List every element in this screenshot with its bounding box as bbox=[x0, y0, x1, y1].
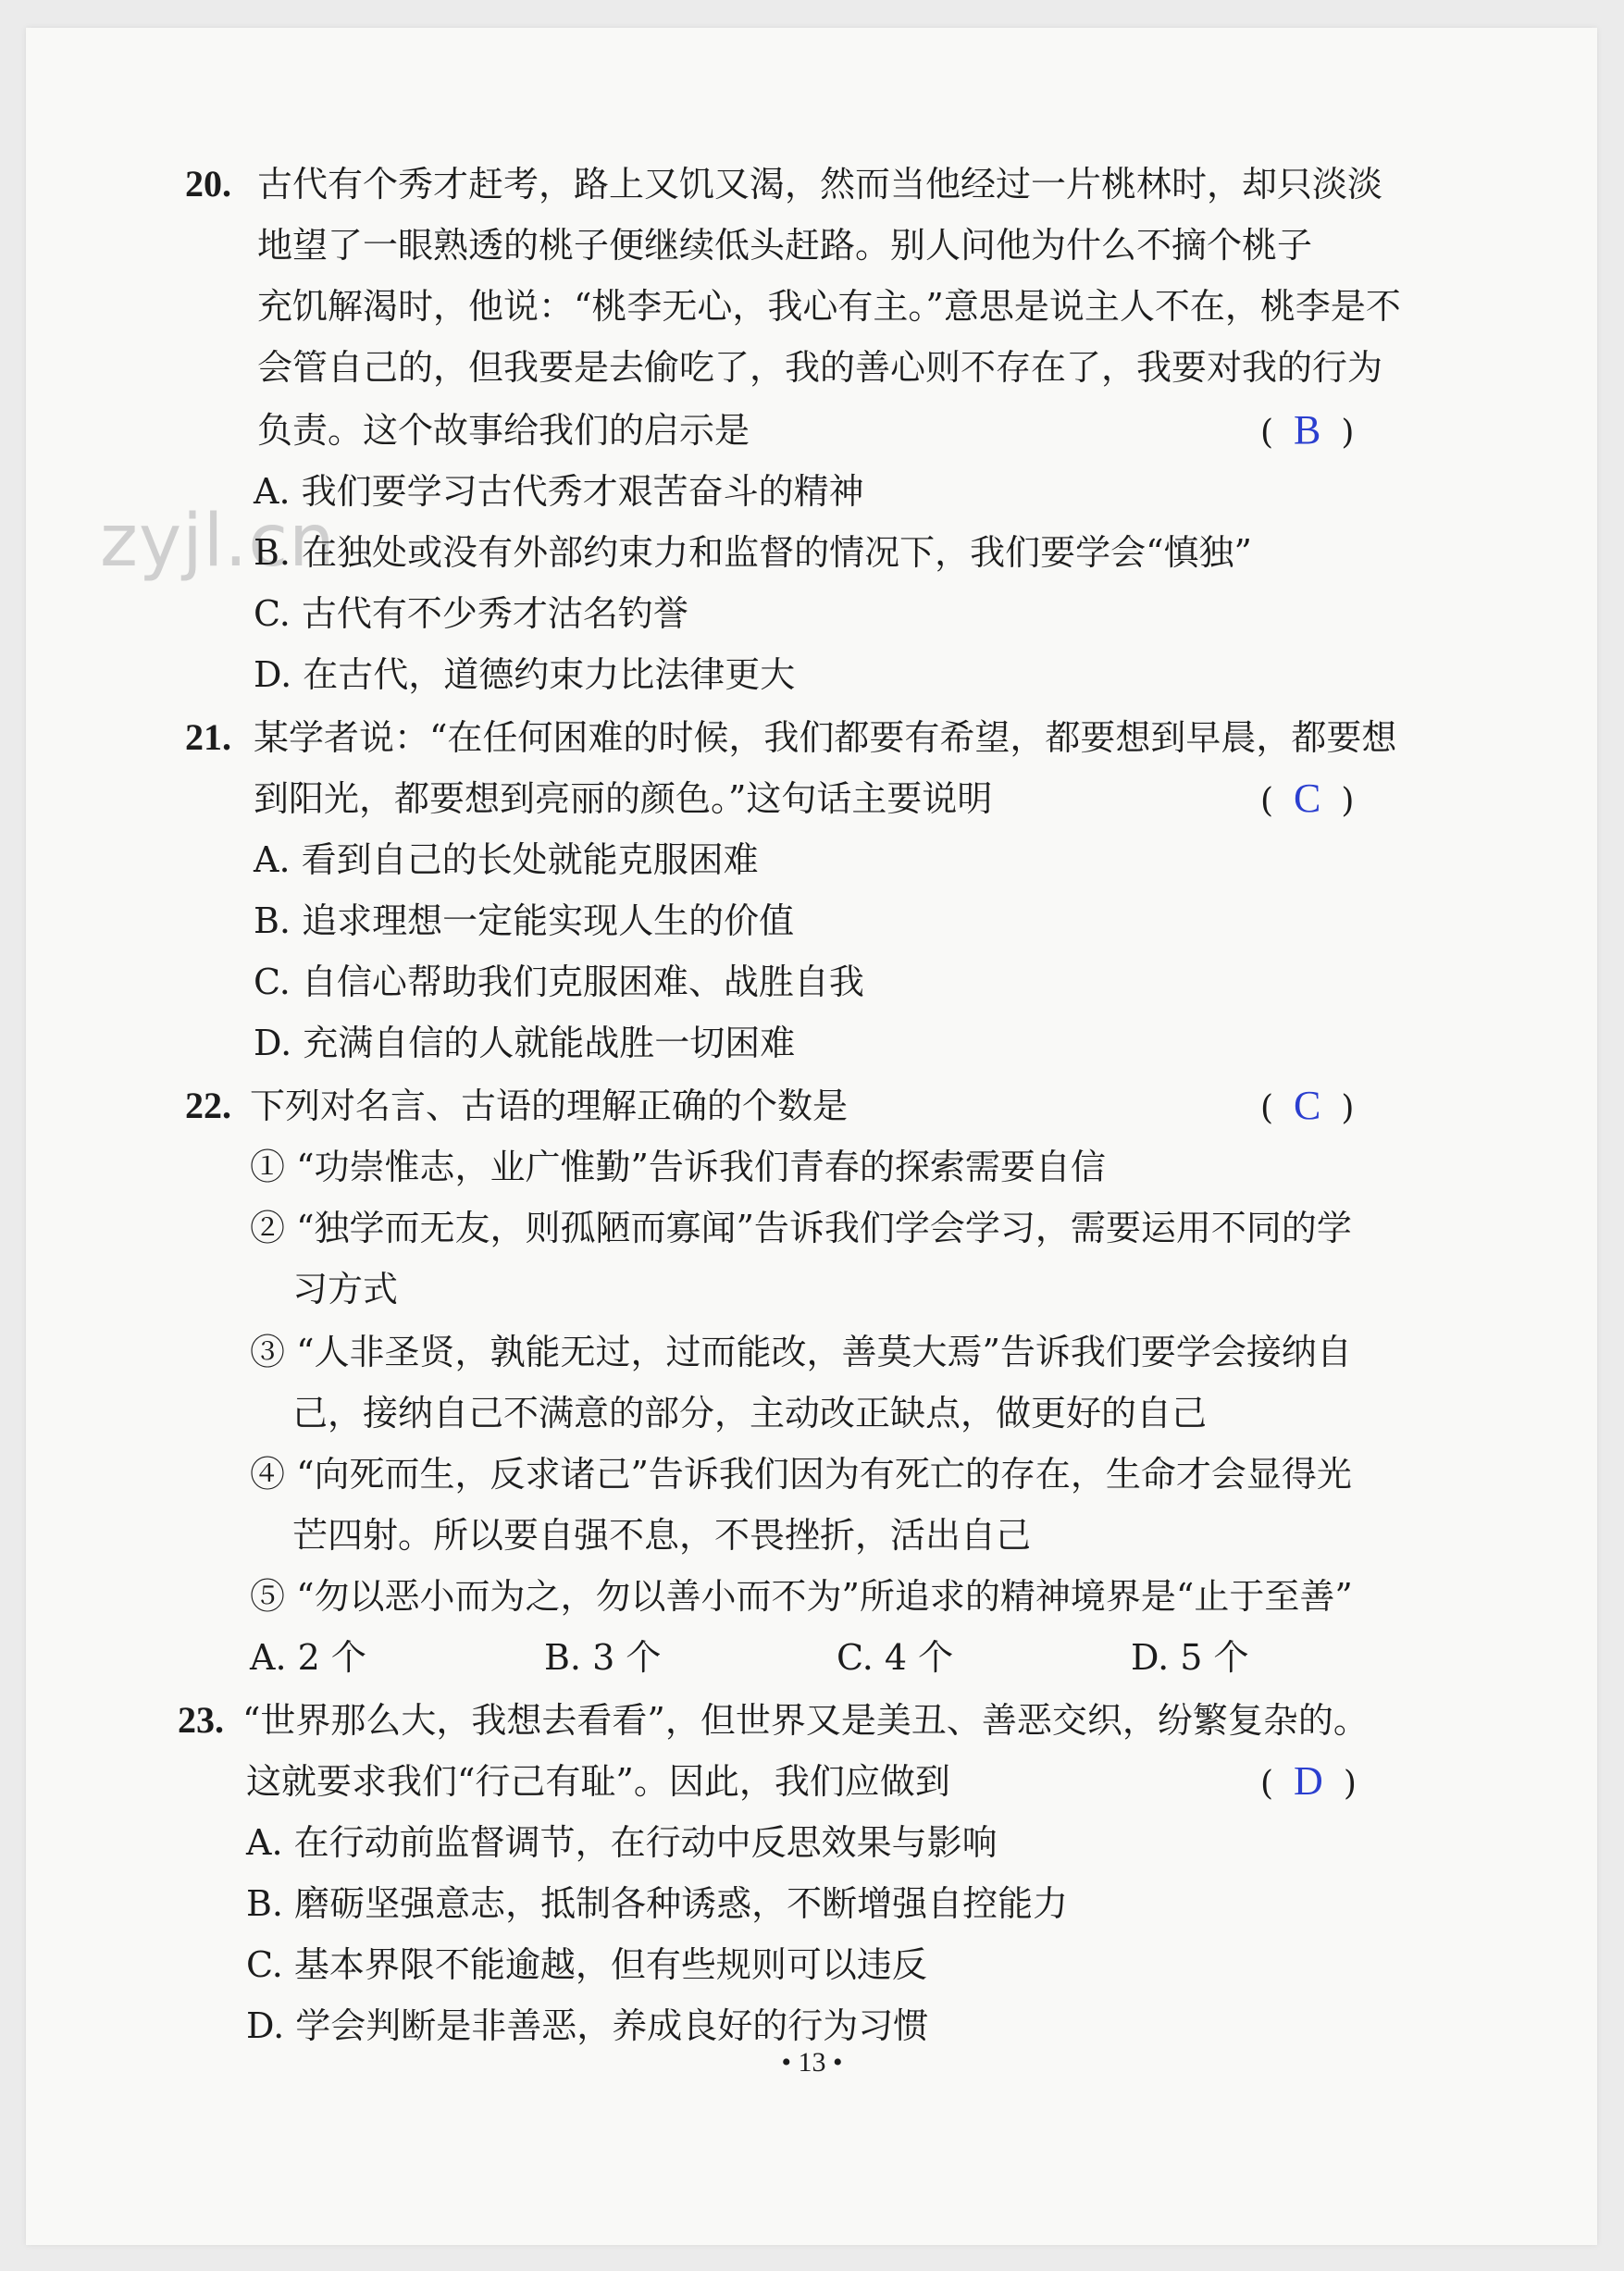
question-20-line-5: 负责。这个故事给我们的启示是 bbox=[257, 410, 750, 451]
question-22-item-2-cont: 习方式 bbox=[292, 1269, 399, 1309]
question-20-line-1: 古代有个秀才赶考，路上又饥又渴，然而当他经过一片桃林时，却只淡淡 bbox=[257, 164, 1383, 205]
question-22-item-3-cont: 己，接纳自己不满意的部分，主动改正缺点，做更好的自己 bbox=[292, 1393, 1208, 1433]
paren-close: ) bbox=[1341, 414, 1355, 452]
question-21-option-c: C. 自信心帮助我们克服困难、战胜自我 bbox=[254, 962, 864, 1002]
question-20-answer: B bbox=[1294, 407, 1321, 453]
paren-open: ( bbox=[1260, 782, 1274, 820]
question-21-line-2: 到阳光，都要想到亮丽的颜色。”这句话主要说明 bbox=[254, 778, 993, 819]
paren-open: ( bbox=[1260, 1765, 1274, 1803]
question-20-option-d: D. 在古代，道德约束力比法律更大 bbox=[254, 654, 796, 695]
question-21-option-b: B. 追求理想一定能实现人生的价值 bbox=[254, 900, 795, 941]
question-23-number: 23. bbox=[178, 1699, 224, 1741]
question-23-answer-box bbox=[1260, 1758, 1357, 1807]
question-20-option-b: B. 在独处或没有外部约束力和监督的情况下，我们要学会“慎独” bbox=[254, 532, 1252, 573]
question-21-answer-box bbox=[1260, 776, 1354, 825]
question-22-item-2: ② “独学而无友，则孤陋而寡闻”告诉我们学会学习，需要运用不同的学 bbox=[250, 1208, 1352, 1248]
question-22-item-3: ③ “人非圣贤，孰能无过，过而能改，善莫大焉”告诉我们要学会接纳自 bbox=[250, 1332, 1352, 1372]
question-22-answer-box bbox=[1260, 1083, 1354, 1132]
question-22-answer: C bbox=[1294, 1083, 1321, 1128]
question-22-item-4: ④ “向死而生，反求诸己”告诉我们因为有死亡的存在，生命才会显得光 bbox=[250, 1454, 1352, 1495]
question-22-number: 22. bbox=[185, 1085, 231, 1126]
question-20-option-a: A. 我们要学习古代秀才艰苦奋斗的精神 bbox=[254, 471, 864, 512]
question-21-answer: C bbox=[1294, 776, 1321, 821]
question-20-number: 20. bbox=[185, 163, 231, 205]
watermark: zyjl.cn bbox=[100, 500, 336, 583]
question-23-option-a: A. 在行动前监督调节，在行动中反思效果与影响 bbox=[246, 1822, 998, 1863]
question-20-option-c: C. 古代有不少秀才沽名钓誉 bbox=[254, 593, 688, 634]
question-22-item-4-cont: 芒四射。所以要自强不息，不畏挫折，活出自己 bbox=[292, 1515, 1032, 1556]
question-23-option-d: D. 学会判断是非善恶，养成良好的行为习惯 bbox=[246, 2005, 929, 2046]
question-23-option-b: B. 磨砺坚强意志，抵制各种诱惑，不断增强自控能力 bbox=[246, 1883, 1069, 1924]
question-21-line-1: 某学者说：“在任何困难的时候，我们都要有希望，都要想到早晨，都要想 bbox=[254, 717, 1397, 758]
question-22-item-5: ⑤ “勿以恶小而为之，勿以善小而不为”所追求的精神境界是“止于至善” bbox=[250, 1576, 1353, 1617]
question-21-option-a: A. 看到自己的长处就能克服困难 bbox=[254, 839, 759, 880]
question-22-option-a: A. 2 个 bbox=[250, 1637, 366, 1678]
question-22-line-1: 下列对名言、古语的理解正确的个数是 bbox=[250, 1086, 849, 1126]
question-21-number: 21. bbox=[185, 716, 231, 758]
question-23-line-2: 这就要求我们“行己有耻”。因此，我们应做到 bbox=[246, 1761, 950, 1802]
question-23-answer: D bbox=[1294, 1758, 1323, 1804]
paren-close: ) bbox=[1343, 1765, 1357, 1803]
paren-close: ) bbox=[1341, 782, 1355, 820]
question-20-line-4: 会管自己的，但我要是去偷吃了，我的善心则不存在了，我要对我的行为 bbox=[257, 347, 1383, 388]
question-21-option-d: D. 充满自信的人就能战胜一切困难 bbox=[254, 1023, 796, 1063]
question-22-option-c: C. 4 个 bbox=[837, 1637, 954, 1678]
question-23-line-1: “世界那么大，我想去看看”，但世界又是美丑、善恶交织，纷繁复杂的。 bbox=[242, 1700, 1369, 1741]
question-20-line-3: 充饥解渴时，他说：“桃李无心，我心有主。”意思是说主人不在，桃李是不 bbox=[257, 286, 1401, 327]
question-23-option-c: C. 基本界限不能逾越，但有些规则可以违反 bbox=[246, 1944, 927, 1985]
question-22-option-b: B. 3 个 bbox=[544, 1637, 662, 1678]
question-22-option-d: D. 5 个 bbox=[1131, 1637, 1249, 1678]
paren-open: ( bbox=[1260, 1089, 1274, 1127]
question-20-answer-box bbox=[1260, 407, 1354, 456]
paren-open: ( bbox=[1260, 414, 1274, 452]
page-number: • 13 • bbox=[781, 2047, 843, 2078]
paren-close: ) bbox=[1341, 1089, 1355, 1127]
question-20-line-2: 地望了一眼熟透的桃子便继续低头赶路。别人问他为什么不摘个桃子 bbox=[257, 225, 1313, 266]
question-22-item-1: ① “功崇惟志，业广惟勤”告诉我们青春的探索需要自信 bbox=[250, 1147, 1106, 1187]
